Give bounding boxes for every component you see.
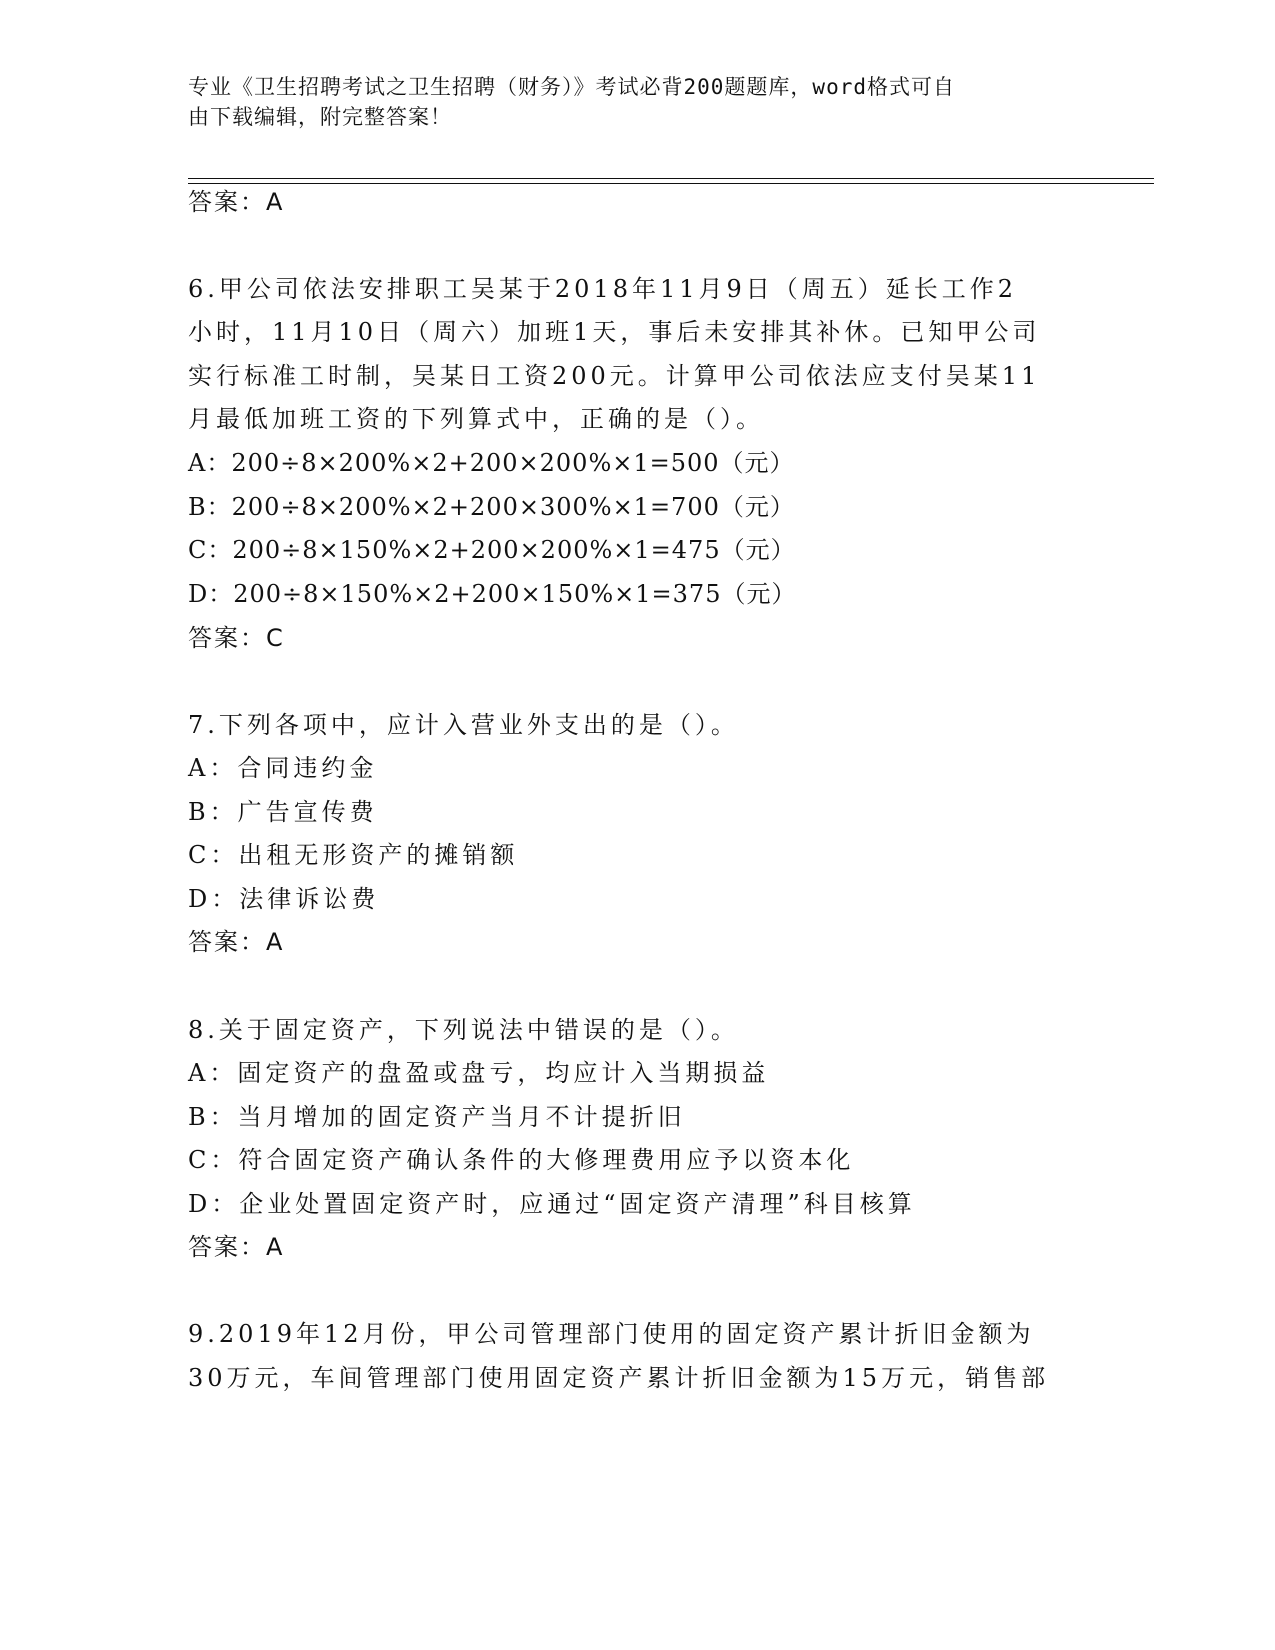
q9-stem-line-2: 30万元，车间管理部门使用固定资产累计折旧金额为15万元，销售部 — [188, 1364, 1050, 1392]
q6-stem-line-2: 小时，11月10日（周六）加班1天，事后未安排其补休。已知甲公司 — [188, 318, 1041, 346]
header-divider-top — [188, 178, 1154, 179]
q8-answer: 答案：A — [188, 1233, 285, 1261]
q8-option-d: D：企业处置固定资产时，应通过“固定资产清理”科目核算 — [188, 1190, 916, 1218]
q9-stem-line-1: 9.2019年12月份，甲公司管理部门使用的固定资产累计折旧金额为 — [188, 1320, 1035, 1348]
q6-option-c: C：200÷8×150%×2+200×200%×1=475（元） — [188, 536, 796, 564]
q7-option-d: D：法律诉讼费 — [188, 885, 380, 913]
q8-stem-line-1: 8.关于固定资产，下列说法中错误的是（）。 — [188, 1016, 739, 1044]
q6-option-d: D：200÷8×150%×2+200×150%×1=375（元） — [188, 580, 797, 608]
q7-stem-line-1: 7.下列各项中，应计入营业外支出的是（）。 — [188, 711, 739, 739]
header-line-1: 专业《卫生招聘考试之卫生招聘（财务）》考试必背200题题库，word格式可自 — [188, 75, 955, 99]
q6-answer: 答案：C — [188, 624, 285, 652]
q6-option-a: A：200÷8×200%×2+200×200%×1=500（元） — [188, 449, 795, 477]
header-divider-bottom — [188, 183, 1154, 184]
q8-option-b: B：当月增加的固定资产当月不计提折旧 — [188, 1103, 686, 1131]
q6-stem-line-4: 月最低加班工资的下列算式中，正确的是（）。 — [188, 405, 764, 433]
q7-option-a: A：合同违约金 — [188, 754, 378, 782]
q7-answer: 答案：A — [188, 928, 285, 956]
q7-option-b: B：广告宣传费 — [188, 798, 378, 826]
q6-stem-line-1: 6.甲公司依法安排职工吴某于2018年11月9日（周五）延长工作2 — [188, 275, 1018, 303]
q6-stem-line-3: 实行标准工时制，吴某日工资200元。计算甲公司依法应支付吴某11 — [188, 362, 1041, 390]
q7-option-c: C：出租无形资产的摊销额 — [188, 841, 519, 869]
document-header — [188, 72, 1088, 132]
q6-option-b: B：200÷8×200%×2+200×300%×1=700（元） — [188, 493, 795, 521]
header-line-2: 由下载编辑，附完整答案！ — [188, 105, 452, 129]
q8-option-a: A：固定资产的盘盈或盘亏，均应计入当期损益 — [188, 1059, 770, 1087]
q8-option-c: C：符合固定资产确认条件的大修理费用应予以资本化 — [188, 1146, 855, 1174]
previous-answer: 答案：A — [188, 188, 285, 216]
